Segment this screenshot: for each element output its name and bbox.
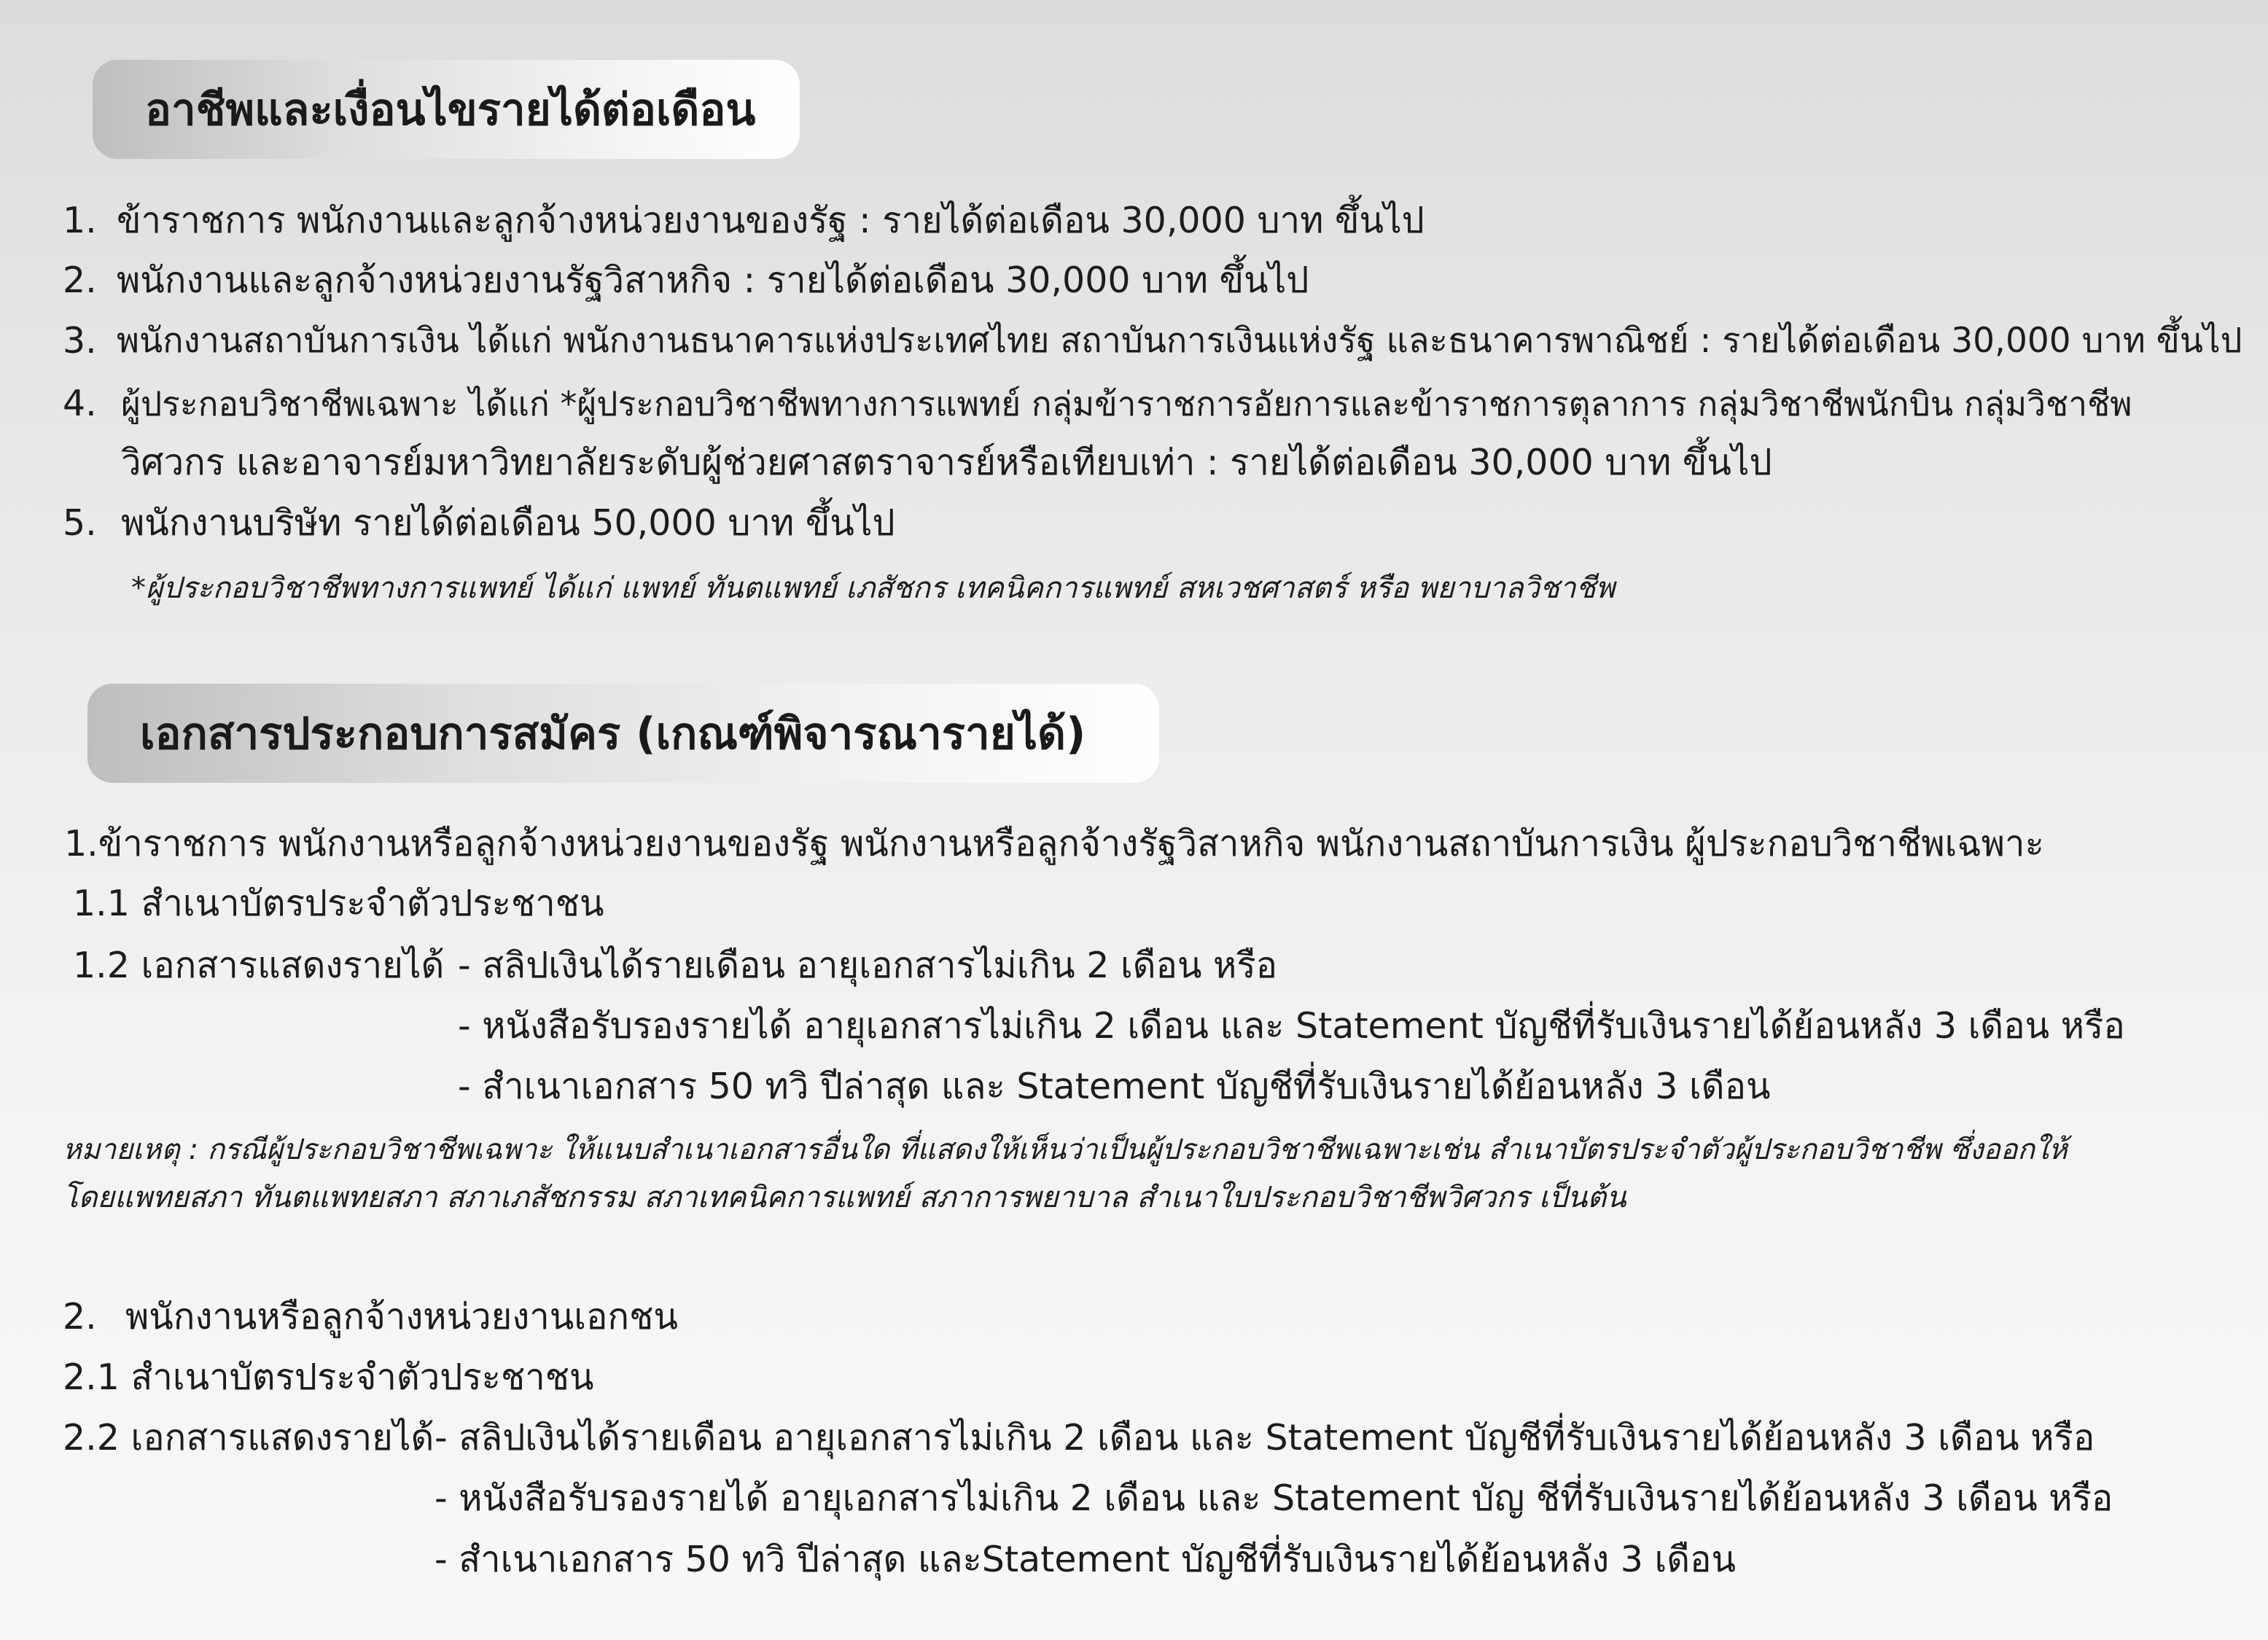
remark-line: โดยแพทยสภา ทันตแพทยสภา สภาเภสัชกรรม สภาเทคนิคการแพทย์ สภาการพยาบาล สำเนาใบประกอบวิชาชีพวิศวกร เป็นต้น bbox=[63, 1181, 1626, 1214]
group-heading: 1.ข้าราชการ พนักงานหรือลูกจ้างหน่วยงานของรัฐ พนักงานหรือลูกจ้างรัฐวิสาหกิจ พนักงานสถาบันการเงิน ผู้ประกอบวิชาชีพเฉพาะ bbox=[64, 823, 2044, 864]
document-option: - สลิปเงินได้รายเดือน อายุเอกสารไม่เกิน 2 เดือน หรือ bbox=[458, 945, 1278, 986]
document-item-label: 2.2 เอกสารแสดงรายได้ bbox=[63, 1417, 434, 1459]
document-item-label: 1.2 เอกสารแสดงรายได้ bbox=[73, 945, 445, 986]
section-title-documents bbox=[87, 684, 1159, 783]
document-option: - สลิปเงินได้รายเดือน อายุเอกสารไม่เกิน 2 เดือน และ Statement บัญชีที่รับเงินรายได้ย้อนหลัง 3 เดือน หรือ bbox=[434, 1417, 2095, 1459]
list-item-text: พนักงานสถาบันการเงิน ได้แก่ พนักงานธนาคารแห่งประเทศไทย สถาบันการเงินแห่งรัฐ และธนาคารพาณิชย์ : รายได้ต่อเดือน 30,000 บาท ขึ้นไป bbox=[117, 321, 2242, 361]
list-item-text: ผู้ประกอบวิชาชีพเฉพาะ ได้แก่ *ผู้ประกอบวิชาชีพทางการแพทย์ กลุ่มข้าราชการอัยการและข้าราชการตุลาการ กลุ่มวิชาชีพนักบิน กลุ่มวิชาชีพ bbox=[121, 384, 2132, 423]
section-title-text: เอกสารประกอบการสมัคร (เกณฑ์พิจารณารายได้) bbox=[140, 708, 1086, 760]
list-number: 5. bbox=[63, 502, 97, 544]
group-heading: พนักงานหรือลูกจ้างหน่วยงานเอกชน bbox=[125, 1296, 678, 1338]
list-number: 4. bbox=[63, 383, 97, 424]
list-number: 2. bbox=[63, 259, 97, 301]
list-item-text: ข้าราชการ พนักงานและลูกจ้างหน่วยงานของรัฐ : รายได้ต่อเดือน 30,000 บาท ขึ้นไป bbox=[117, 200, 1425, 241]
group-number: 2. bbox=[63, 1296, 97, 1338]
document-option: - หนังสือรับรองรายได้ อายุเอกสารไม่เกิน 2 เดือน และ Statement บัญชีที่รับเงินรายได้ย้อนหลัง 3 เดือน หรือ bbox=[458, 1005, 2125, 1047]
list-item-text-continued: วิศวกร และอาจารย์มหาวิทยาลัยระดับผู้ช่วยศาสตราจารย์หรือเทียบเท่า : รายได้ต่อเดือน 30,000 บาท ขึ้นไป bbox=[121, 442, 1772, 483]
footnote: *ผู้ประกอบวิชาชีพทางการแพทย์ ได้แก่ แพทย์ ทันตแพทย์ เภสัชกร เทคนิคการแพทย์ สหเวชศาสตร์ หรือ พยาบาลวิชาชีพ bbox=[131, 571, 1616, 605]
list-item-text: พนักงานบริษัท รายได้ต่อเดือน 50,000 บาท ขึ้นไป bbox=[121, 502, 895, 544]
document-item: 2.1 สำเนาบัตรประจำตัวประชาชน bbox=[63, 1356, 594, 1398]
document-option: - สำเนาเอกสาร 50 ทวิ ปีล่าสุด และStatement บัญชีที่รับเงินรายได้ย้อนหลัง 3 เดือน bbox=[434, 1539, 1736, 1580]
document-option: - หนังสือรับรองรายได้ อายุเอกสารไม่เกิน 2 เดือน และ Statement บัญ ชีที่รับเงินรายได้ย้อนหลัง 3 เดือน หรือ bbox=[434, 1477, 2113, 1519]
document-item: 1.1 สำเนาบัตรประจำตัวประชาชน bbox=[73, 883, 604, 924]
list-item-text: พนักงานและลูกจ้างหน่วยงานรัฐวิสาหกิจ : รายได้ต่อเดือน 30,000 บาท ขึ้นไป bbox=[117, 259, 1309, 301]
section-title-text: อาชีพและเงื่อนไขรายได้ต่อเดือน bbox=[145, 84, 756, 136]
document-option: - สำเนาเอกสาร 50 ทวิ ปีล่าสุด และ Statement บัญชีที่รับเงินรายได้ย้อนหลัง 3 เดือน bbox=[458, 1066, 1771, 1107]
remark-line: หมายเหตุ : กรณีผู้ประกอบวิชาชีพเฉพาะ ให้แนบสำเนาเอกสารอื่นใด ที่แสดงให้เห็นว่าเป็นผู้ประกอบวิชาชีพเฉพาะเช่น สำเนาบัตรประจำตัวผู้ประกอบวิชาชีพ ซึ่งออกให้ bbox=[63, 1133, 2068, 1166]
list-number: 3. bbox=[63, 320, 97, 362]
section-title-occupation bbox=[93, 60, 800, 159]
list-number: 1. bbox=[63, 200, 97, 241]
